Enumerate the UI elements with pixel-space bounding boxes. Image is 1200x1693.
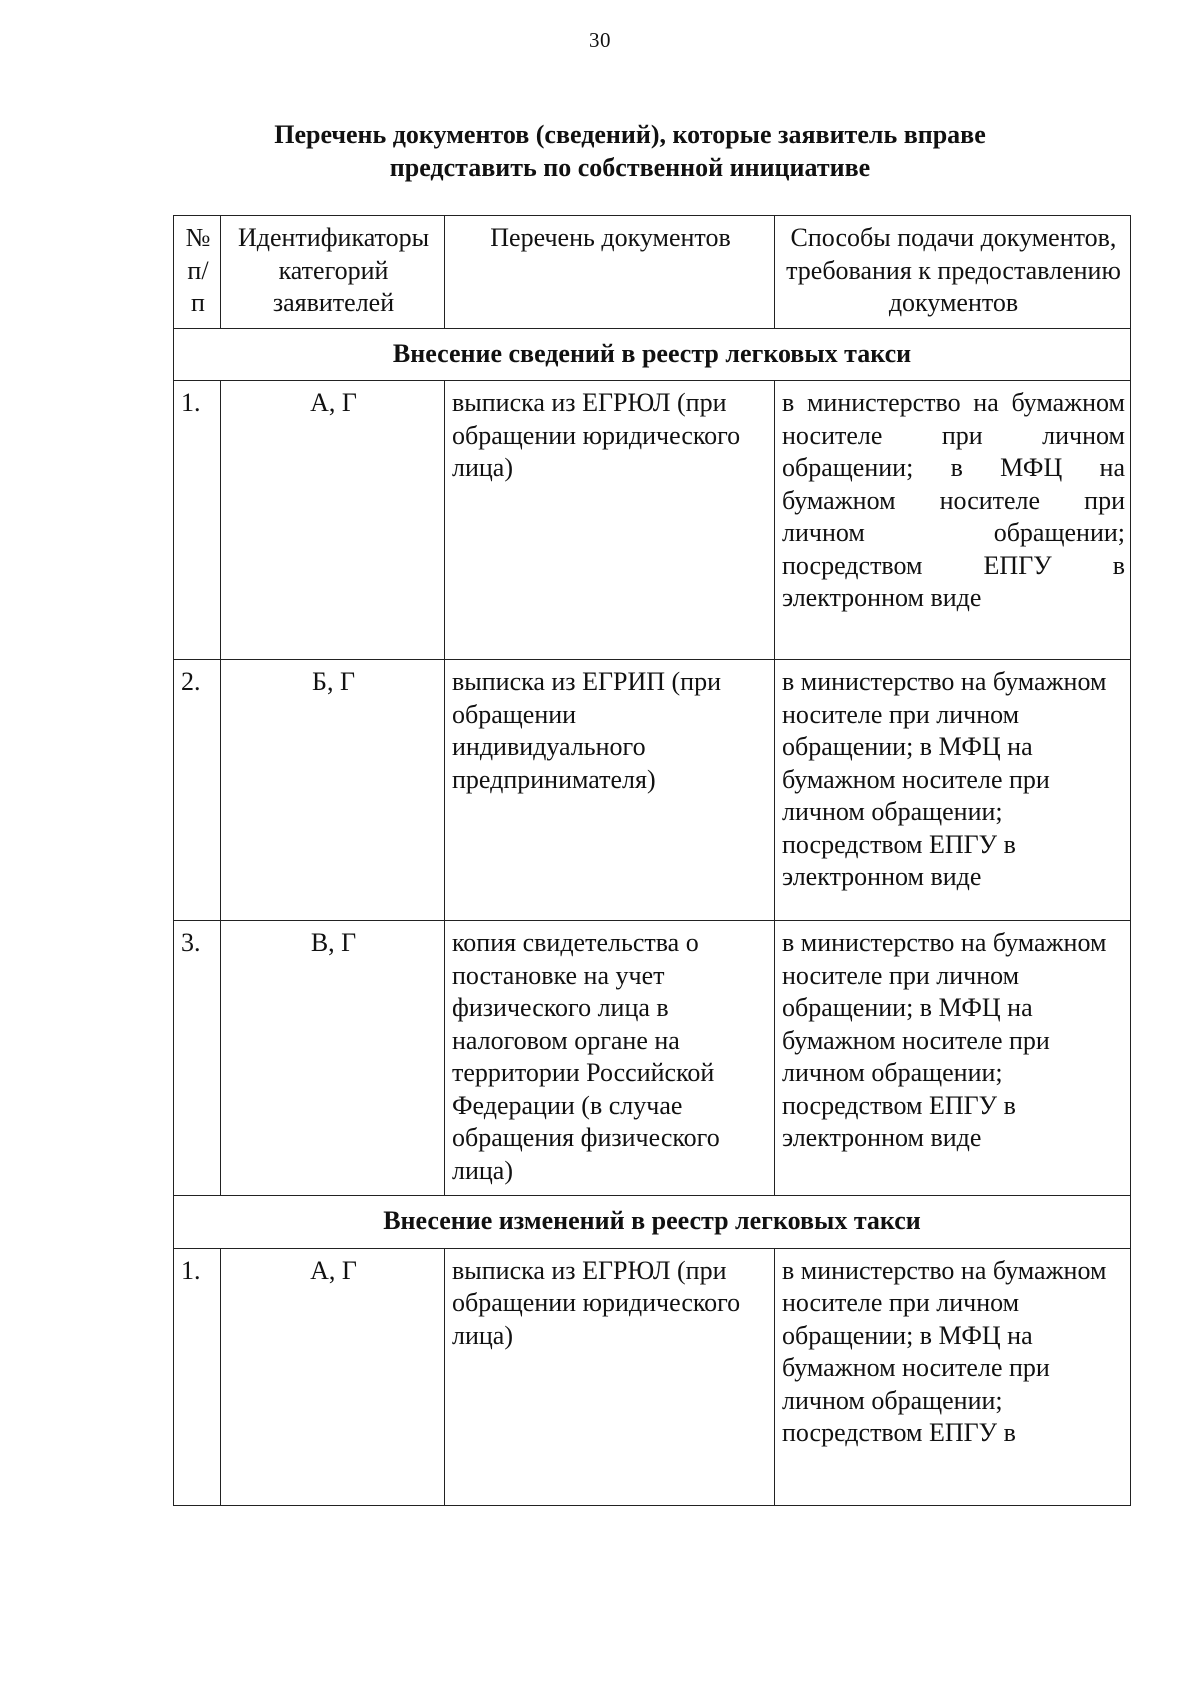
section-heading-row [174,328,1131,381]
row-number: 2. [174,660,221,921]
header-categories: Идентификаторы категорий заявителей [221,216,445,329]
document-title [190,118,1070,184]
header-number: № п/п [174,216,221,329]
row-number: 1. [174,381,221,660]
row-number: 1. [174,1248,221,1505]
row-methods: в министерство на бумажном носителе при личном обращении; в МФЦ на бумажном носителе при личном обращении; посредством ЕПГУ в электронном виде [775,921,1131,1196]
row-categories: А, Г [221,381,445,660]
row-methods: в министерство на бумажном носителе при личном обращении; в МФЦ на бумажном носителе при личном обращении; посредством ЕПГУ в электронном виде [775,660,1131,921]
section-heading: Внесение изменений в реестр легковых такси [174,1196,1131,1249]
table-row [174,1248,1131,1505]
section-heading: Внесение сведений в реестр легковых такси [174,328,1131,381]
row-methods: в министерство на бумажном носителе при личном обращении; в МФЦ на бумажном носителе при личном обращении; посредством ЕПГУ в электронном виде [775,381,1131,660]
row-methods: в министерство на бумажном носителе при личном обращении; в МФЦ на бумажном носителе при личном обращении; посредством ЕПГУ в [775,1248,1131,1505]
page-number: 30 [589,28,611,52]
document-title-line-2: представить по собственной инициативе [389,153,871,182]
document-title-line-1: Перечень документов (сведений), которые заявитель вправе [274,120,986,149]
header-methods: Способы подачи документов, требования к предоставлению документов [775,216,1131,329]
row-categories: Б, Г [221,660,445,921]
section-heading-row [174,1196,1131,1249]
row-documents: выписка из ЕГРИП (при обращении индивидуального предпринимателя) [445,660,775,921]
table-row [174,921,1131,1196]
table-row [174,660,1131,921]
table-row [174,381,1131,660]
row-documents: выписка из ЕГРЮЛ (при обращении юридического лица) [445,381,775,660]
row-categories: А, Г [221,1248,445,1505]
documents-table [173,215,1131,1506]
row-categories: В, Г [221,921,445,1196]
row-documents: выписка из ЕГРЮЛ (при обращении юридического лица) [445,1248,775,1505]
row-documents: копия свидетельства о постановке на учет физического лица в налоговом органе на территории Российской Федерации (в случае обращения физического лица) [445,921,775,1196]
header-documents: Перечень документов [445,216,775,329]
table-header-row [174,216,1131,329]
row-number: 3. [174,921,221,1196]
